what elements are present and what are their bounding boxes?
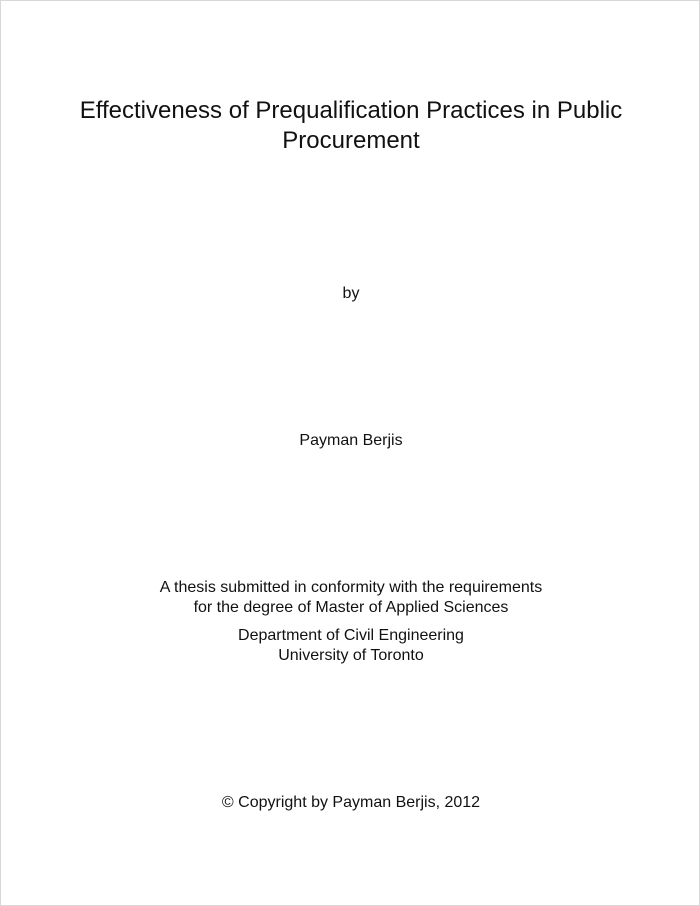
thesis-statement-line-1: A thesis submitted in conformity with the requirements — [159, 579, 543, 596]
copyright-notice: © Copyright by Payman Berjis, 2012 — [221, 794, 481, 811]
thesis-statement — [1, 578, 700, 618]
thesis-title — [1, 96, 700, 156]
department-affiliation — [1, 626, 700, 666]
by-label: by — [342, 285, 360, 302]
university-name: University of Toronto — [278, 647, 424, 664]
department-name: Department of Civil Engineering — [238, 627, 464, 644]
author-name: Payman Berjis — [299, 432, 403, 449]
thesis-title-line-2: Procurement — [282, 127, 420, 154]
thesis-statement-line-2: for the degree of Master of Applied Sciences — [193, 599, 509, 616]
thesis-title-line-1: Effectiveness of Prequalification Practices in Public — [79, 97, 623, 124]
